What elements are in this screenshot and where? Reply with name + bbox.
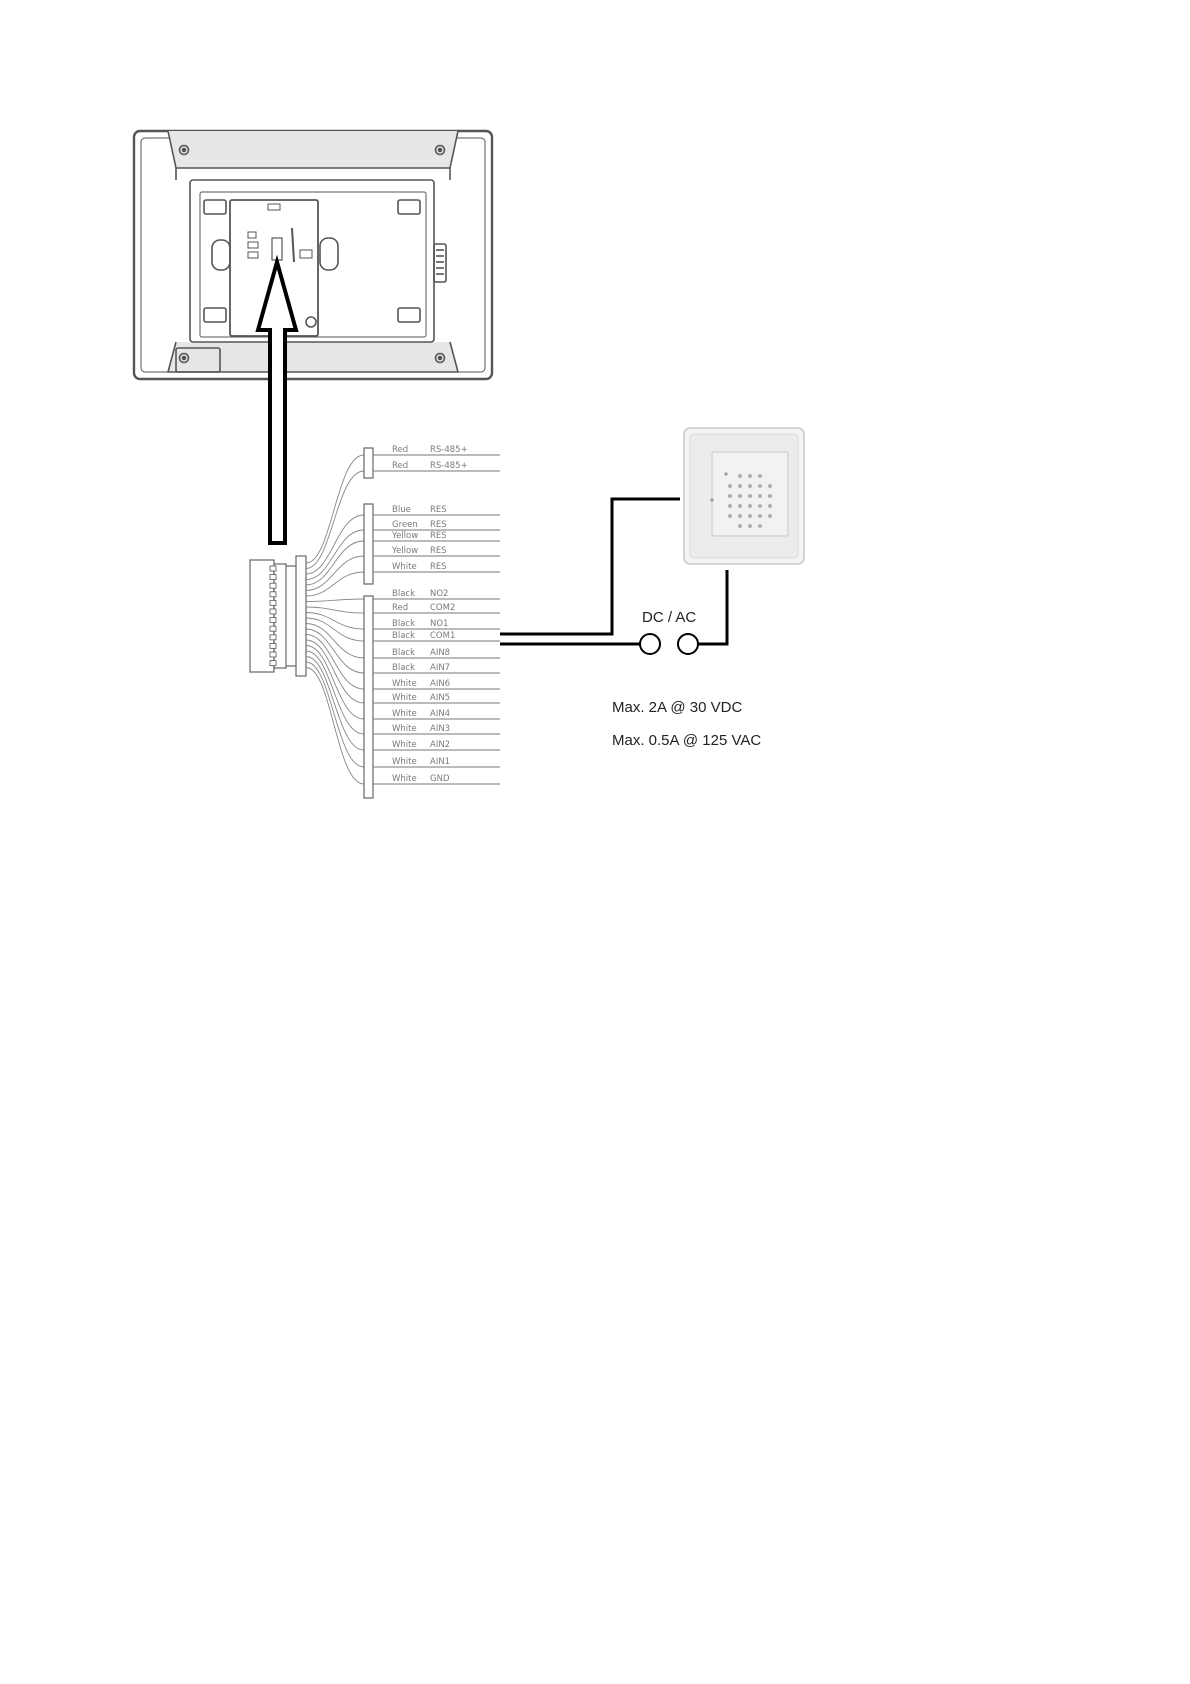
grill-hole bbox=[768, 504, 772, 508]
pin-signal: RS-485+ bbox=[430, 461, 468, 471]
bracket-res bbox=[364, 504, 373, 584]
pin-signal: AIN5 bbox=[430, 693, 451, 703]
terminal-list bbox=[373, 445, 500, 784]
grill-hole bbox=[738, 504, 742, 508]
pin-color: Black bbox=[392, 589, 415, 599]
connector-pin bbox=[270, 575, 276, 580]
connector-block bbox=[250, 556, 306, 676]
fanout-wire bbox=[306, 607, 364, 613]
grill-hole bbox=[738, 514, 742, 518]
pin-color: White bbox=[392, 693, 417, 703]
pin-color: White bbox=[392, 724, 417, 734]
sensor-unit bbox=[684, 428, 804, 564]
grill-hole bbox=[758, 484, 762, 488]
rating-dc: Max. 2A @ 30 VDC bbox=[612, 699, 743, 716]
pin-signal: RES bbox=[430, 562, 447, 572]
grill-hole bbox=[748, 494, 752, 498]
pin-signal: RES bbox=[430, 505, 447, 515]
grill-hole bbox=[748, 514, 752, 518]
fanout-wire bbox=[306, 599, 364, 602]
pin-signal: RES bbox=[430, 546, 447, 556]
pin-color: White bbox=[392, 562, 417, 572]
fanout-wire bbox=[306, 613, 364, 630]
supply-label: DC / AC bbox=[642, 609, 697, 626]
pin-signal: COM1 bbox=[430, 631, 456, 641]
pin-signal: AIN1 bbox=[430, 757, 451, 767]
pin-signal: RS-485+ bbox=[430, 445, 468, 455]
pin-color: Black bbox=[392, 663, 415, 673]
grill-hole bbox=[738, 524, 742, 528]
grill-hole bbox=[768, 494, 772, 498]
grill-hole bbox=[758, 494, 762, 498]
fanout-wire bbox=[306, 455, 364, 563]
grill-hole bbox=[728, 484, 732, 488]
connector-pin bbox=[270, 566, 276, 571]
grill-hole bbox=[738, 494, 742, 498]
bracket-rs485 bbox=[364, 448, 373, 478]
fanout-wire bbox=[306, 541, 364, 585]
grill-hole bbox=[748, 504, 752, 508]
grill-hole bbox=[768, 484, 772, 488]
wire-sensor-return bbox=[698, 570, 727, 644]
pin-signal: NO1 bbox=[430, 619, 449, 629]
pin-color: White bbox=[392, 679, 417, 689]
grill-hole bbox=[748, 524, 752, 528]
pin-color: Yellow bbox=[392, 531, 419, 541]
connector-pin bbox=[270, 643, 276, 648]
pin-color: Red bbox=[392, 445, 409, 455]
grill-hole bbox=[748, 474, 752, 478]
supply-terminal-1 bbox=[640, 634, 660, 654]
grill-hole bbox=[728, 494, 732, 498]
pin-signal: RES bbox=[430, 520, 447, 530]
connector-pin bbox=[270, 609, 276, 614]
connector-pin bbox=[270, 592, 276, 597]
pin-color: Black bbox=[392, 648, 415, 658]
indoor-station-rear bbox=[134, 131, 492, 379]
pin-signal: AIN2 bbox=[430, 740, 451, 750]
pin-signal: AIN4 bbox=[430, 709, 451, 719]
pin-color: Black bbox=[392, 619, 415, 629]
grill-hole bbox=[748, 484, 752, 488]
pin-color: White bbox=[392, 774, 417, 784]
grill-hole bbox=[758, 524, 762, 528]
supply-terminal-2 bbox=[678, 634, 698, 654]
pin-signal: AIN8 bbox=[430, 648, 451, 658]
grill-hole bbox=[738, 474, 742, 478]
wire-groups bbox=[364, 448, 373, 798]
pin-color: Green bbox=[392, 520, 418, 530]
fanout-wire bbox=[306, 515, 364, 574]
grill-hole bbox=[758, 514, 762, 518]
pin-signal: AIN6 bbox=[430, 679, 451, 689]
pin-signal: AIN3 bbox=[430, 724, 451, 734]
connector-pin bbox=[270, 600, 276, 605]
grill-hole bbox=[758, 504, 762, 508]
connector-pin bbox=[270, 661, 276, 666]
pin-color: Red bbox=[392, 461, 409, 471]
rating-ac: Max. 0.5A @ 125 VAC bbox=[612, 732, 762, 749]
pin-signal: AIN7 bbox=[430, 663, 451, 673]
grill-hole bbox=[758, 474, 762, 478]
fanout-wire bbox=[306, 662, 364, 767]
connector-pin bbox=[270, 635, 276, 640]
pin-color: White bbox=[392, 740, 417, 750]
bracket-io bbox=[364, 596, 373, 798]
connection-arrow bbox=[258, 262, 296, 543]
connector-pins bbox=[270, 566, 276, 666]
connector-pin bbox=[270, 652, 276, 657]
pin-color: White bbox=[392, 757, 417, 767]
pin-color: White bbox=[392, 709, 417, 719]
grill-hole bbox=[738, 484, 742, 488]
connector-pin bbox=[270, 626, 276, 631]
pin-color: Black bbox=[392, 631, 415, 641]
grill-hole bbox=[768, 514, 772, 518]
pin-signal: GND bbox=[430, 774, 450, 784]
grill-hole bbox=[728, 504, 732, 508]
connector-pin bbox=[270, 618, 276, 623]
pin-signal: NO2 bbox=[430, 589, 449, 599]
pin-color: Blue bbox=[392, 505, 411, 515]
fanout-wire bbox=[306, 572, 364, 596]
connector-pin bbox=[270, 583, 276, 588]
pin-color: Red bbox=[392, 603, 409, 613]
wire-fanout bbox=[306, 455, 364, 784]
fanout-wire bbox=[306, 657, 364, 751]
pin-signal: COM2 bbox=[430, 603, 456, 613]
pin-signal: RES bbox=[430, 531, 447, 541]
grill-hole bbox=[728, 514, 732, 518]
pin-color: Yellow bbox=[392, 546, 419, 556]
